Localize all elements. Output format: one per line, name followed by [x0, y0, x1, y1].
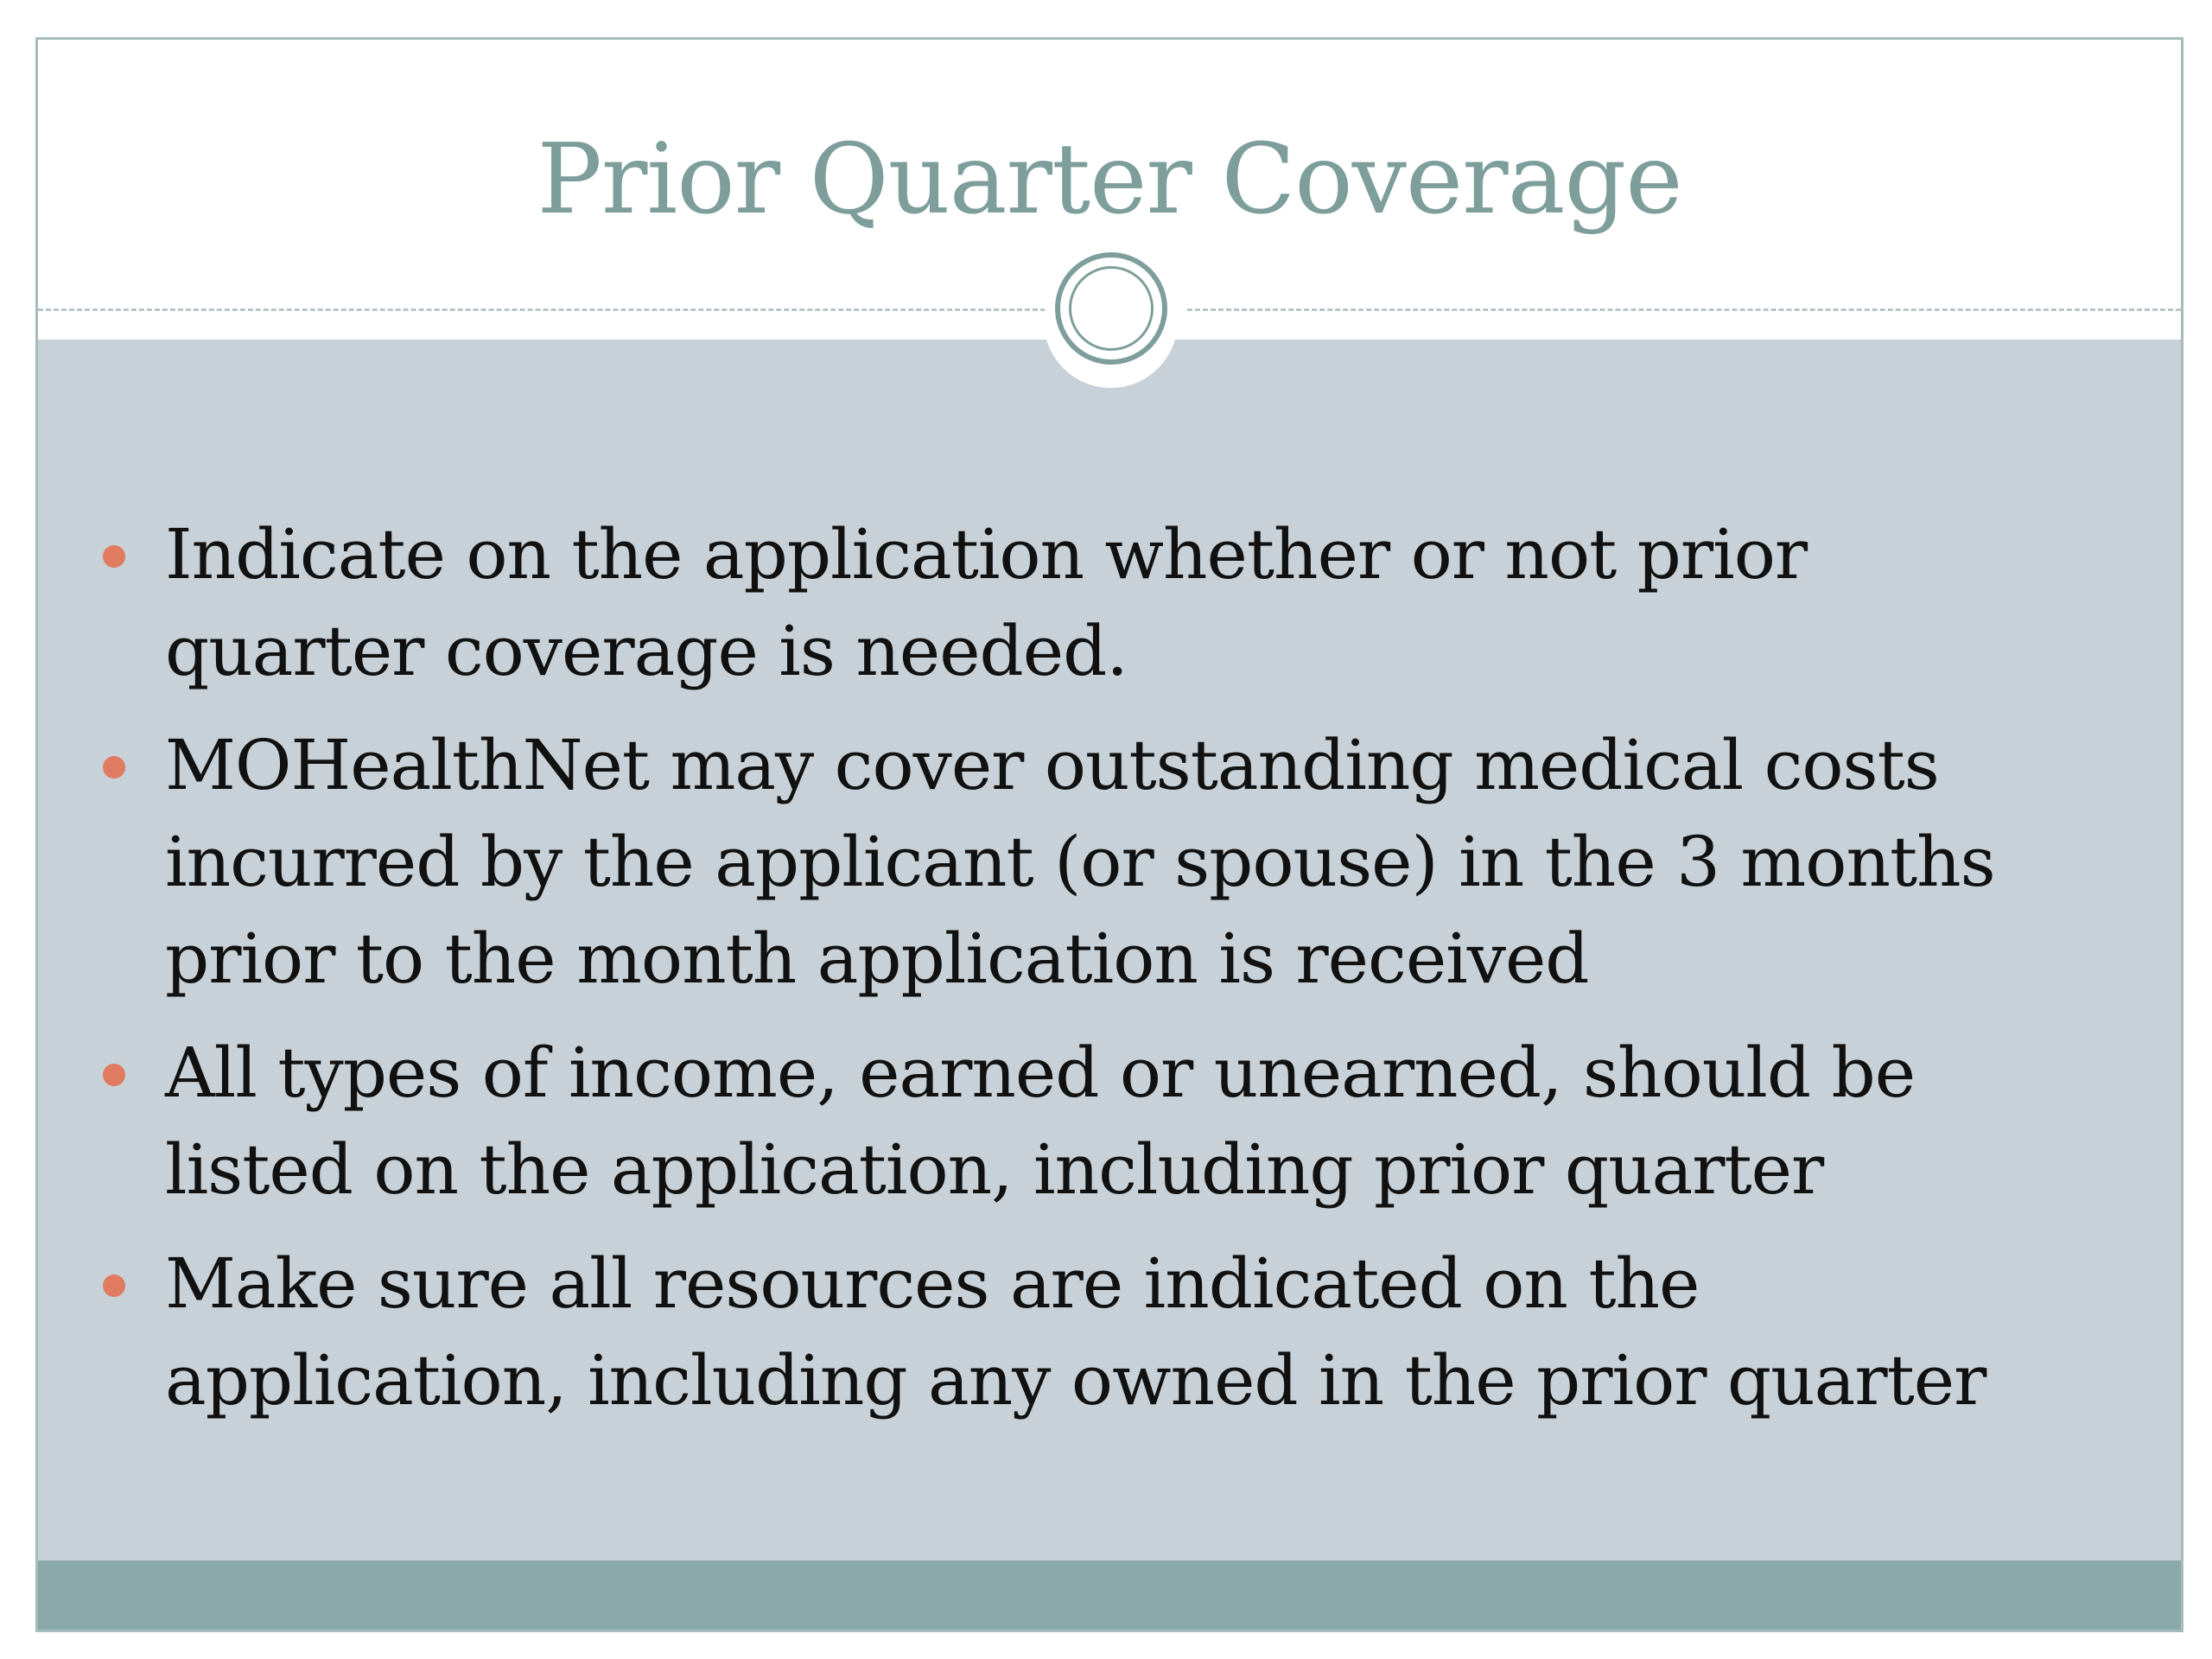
title-divider-right — [1187, 308, 2181, 311]
bullet-line: prior to the month application is received — [165, 918, 1589, 999]
bullet-line: Make sure all resources are indicated on the — [165, 1243, 1700, 1324]
circle-ornament-inner — [1069, 266, 1154, 351]
title-divider-left — [38, 308, 1053, 311]
bullet-line: quarter coverage is needed. — [165, 611, 1128, 691]
bullet-dot-icon — [103, 1064, 125, 1086]
bullet-dot-icon — [103, 545, 125, 568]
bullet-dot-icon — [103, 1274, 125, 1297]
bullet-item-income-types — [38, 1025, 2181, 1218]
bullet-item-prior-quarter-indication — [38, 506, 2181, 700]
bullet-line: All types of income, earned or unearned, should be — [165, 1033, 1916, 1113]
bullet-line: listed on the application, including prior quarter — [165, 1129, 1824, 1210]
bullet-item-outstanding-costs — [38, 717, 2181, 1007]
bullet-line: application, including any owned in the prior quarter — [165, 1340, 1986, 1421]
bullet-line: Indicate on the application whether or not prior — [165, 514, 1808, 594]
bullet-item-resources — [38, 1236, 2181, 1429]
bullet-line: MOHealthNet may cover outstanding medical costs — [165, 725, 1939, 805]
bullet-dot-icon — [103, 756, 125, 779]
footer-bar — [38, 1560, 2181, 1632]
bullet-list — [38, 506, 2181, 1446]
slide-title: Prior Quarter Coverage — [537, 124, 1682, 236]
circle-ornament-icon — [1055, 252, 1167, 365]
slide — [35, 37, 2183, 1632]
bullet-line: incurred by the applicant (or spouse) in the 3 months — [165, 822, 1995, 902]
